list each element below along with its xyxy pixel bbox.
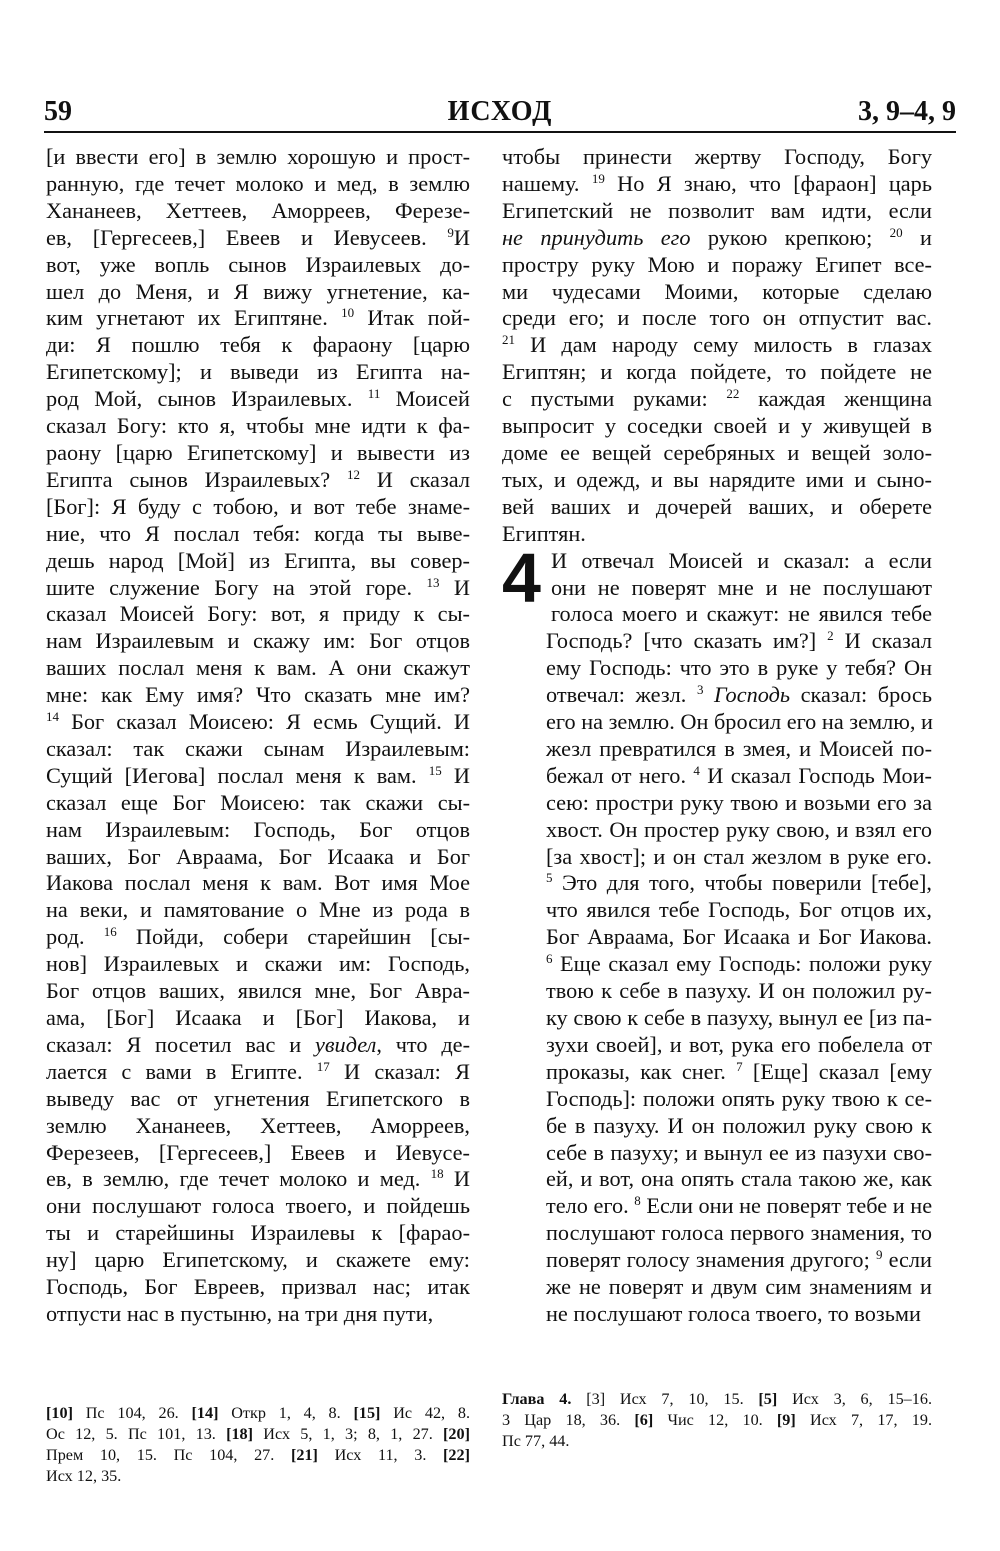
text-line: с пустыми руками: $^{22}$ каждая женщина — [502, 386, 933, 412]
text-line: простру руку Мою и поражу Египет все- — [502, 251, 932, 277]
text-line: Иакова послал меня к вам. Вот имя Мое — [46, 870, 470, 896]
text-line: сказал: так скажи сынам Израилевым: — [46, 735, 470, 761]
bold-ref: [18] — [226, 1425, 254, 1443]
text-line: Прем 10, 15. Пс 104, 27. [21] Исх 11, 3. [22] — [46, 1446, 470, 1464]
text-line: ранную, где течет молоко и мед, в землю — [46, 170, 470, 196]
verse-number: 18 — [430, 1166, 444, 1182]
text-line: Господь]: положи опять руку твою к се- — [546, 1085, 932, 1111]
text-line: шите служение Богу на этой горе. $^{13}$ И — [46, 574, 470, 600]
text-line: не принудить его рукою крепкою; $^{20}$ и — [502, 224, 932, 250]
text-line: нам Израилевым: Господь, Бог отцов — [46, 816, 470, 842]
text-line: тых, и одежд, и вы нарядите ими и сыно- — [502, 466, 932, 492]
text-line: ев, [Гергесеев,] Евеев и Иевусеев. $^9$И — [46, 224, 470, 250]
text-line: зухи своей], и вот, рука его побелела от — [546, 1031, 932, 1057]
bold-ref: [15] — [353, 1404, 381, 1422]
verse-number: 5 — [546, 870, 553, 886]
text-line: Пс 77, 44. — [502, 1432, 570, 1450]
verse-number: 9 — [875, 1247, 883, 1263]
chapter-number: 4 — [502, 538, 541, 617]
verse-number: 10 — [341, 305, 355, 321]
chapter-4-block — [502, 538, 933, 1328]
text-line: ей, и вот, она опять стала такою же, как — [546, 1166, 932, 1192]
text-line: Египтян. — [502, 520, 586, 546]
text-line: нов] Израилевых и скажи им: Господь, — [46, 951, 470, 977]
text-line: отвечал: жезл. $^3$ Господь сказал: брось — [546, 682, 932, 708]
text-line: Египетскому]; и выведи из Египта на- — [46, 359, 470, 385]
text-line: Бог Авраама, Бог Исаака и Бог Иакова. — [546, 924, 932, 950]
text-line: ему Господь: что это в руке у тебя? Он — [546, 655, 932, 681]
bold-ref: [21] — [290, 1446, 318, 1464]
text-line: поверят голосу знамения другого; $^9$ если — [546, 1247, 932, 1273]
text-line: тело его. $^8$ Если они не поверят тебе и не — [546, 1193, 933, 1219]
bold-ref: [5] — [758, 1390, 778, 1408]
text-line: сказал Моисей Богу: вот, я приду к сы- — [46, 601, 470, 627]
text-line: его на землю. Он бросил его на землю, и — [546, 709, 933, 735]
text-line: ты и старейшины Израилевы к [фарао- — [46, 1220, 470, 1246]
text-line: сказал еще Бог Моисею: так скажи сы- — [46, 789, 470, 815]
verse-number: 9 — [447, 224, 454, 240]
bold-ref: [22] — [443, 1446, 470, 1464]
text-line: отпусти нас в пустыню, на три дня пути, — [46, 1300, 434, 1326]
text-line: [Бог]: Я буду с тобою, и вот тебе знаме- — [46, 493, 470, 519]
text-line: они не поверят мне и не послушают — [550, 574, 932, 600]
bold-ref: [20] — [443, 1425, 470, 1443]
text-line: ми чудесами Моими, которые сделаю — [502, 278, 932, 304]
verse-number: 21 — [502, 332, 515, 348]
chapter-4-text — [502, 538, 933, 1328]
text-line: вей ваших и дочерей ваших, и оберете — [502, 493, 932, 519]
italic-text: не принудить его — [502, 224, 691, 250]
text-line: ди: Я пошлю тебя к фараону [царю — [46, 332, 470, 358]
text-line: не послушают голоса твоего, то возьми — [546, 1300, 921, 1326]
text-line: ваших послал меня к вам. А они скажут — [46, 655, 470, 681]
text-line: Египетский не позволит вам идти, если — [502, 197, 932, 223]
text-line: 3 Цар 18, 36. [6] Чис 12, 10. [9] Исх 7, 17, 19. — [502, 1411, 932, 1429]
text-line: Хананеев, Хеттеев, Аморреев, Ферезе- — [46, 197, 470, 223]
text-line: проказы, как снег. $^7$ [Еще] сказал [ему — [546, 1058, 932, 1084]
text-line: Египтян; и когда пойдете, то пойдете не — [502, 359, 932, 385]
bold-ref: Глава 4. — [502, 1390, 572, 1408]
text-line: Ос 12, 5. Пс 101, 13. [18] Исх 5, 1, 3; 8, 1, 27. [20] — [46, 1425, 470, 1443]
text-line: бе в пазуху. И он положил руку свою к — [546, 1112, 932, 1138]
text-line: вот, уже вопль сынов Израилевых до- — [46, 251, 470, 277]
text-line: они послушают голоса твоего, и пойдешь — [46, 1193, 470, 1219]
text-line: Бог отцов ваших, явился мне, Бог Авра- — [46, 978, 470, 1004]
chapter-verse-range: 3, 9–4, 9 — [858, 96, 956, 127]
text-line: твою к себе в пазуху. И он положил ру- — [546, 978, 932, 1004]
verse-number: 7 — [736, 1058, 743, 1074]
running-header — [44, 92, 956, 132]
text-line: мне: как Ему имя? Что сказать мне им? — [46, 682, 470, 708]
footnotes-left — [46, 1403, 470, 1487]
chapter-3-ending — [502, 144, 932, 548]
verse-number: 19 — [591, 170, 605, 186]
text-line: Господь, Бог Евреев, призвал нас; итак — [46, 1274, 470, 1300]
text-line: Глава 4. [3] Исх 7, 10, 15. [5] Исх 3, 6, 15–16. — [502, 1390, 932, 1408]
text-line: хвост. Он простер руку свою, и взял его — [546, 816, 932, 842]
italic-text: увидел — [314, 1031, 377, 1057]
text-line: дешь народ [Мой] из Египта, вы совер- — [46, 547, 470, 573]
text-line: доме ее вещей серебряных и вещей золо- — [502, 439, 932, 465]
text-line: нам Израилевым и скажу им: Бог отцов — [46, 628, 470, 654]
verse-number: 8 — [634, 1193, 641, 1209]
text-line: выведу вас от угнетения Египетского в — [46, 1085, 470, 1111]
header-rule — [44, 131, 956, 133]
text-line: голоса моего и скажут: не явился тебе — [550, 601, 932, 627]
text-line: ев, в землю, где течет молоко и мед. $^{18}$ И — [46, 1166, 470, 1192]
verse-number: 4 — [693, 762, 700, 778]
footnotes-right — [502, 1389, 932, 1452]
text-line: же не поверят и двум сим знамениям и — [546, 1274, 932, 1300]
text-line: $^{14}$ Бог сказал Моисею: Я есмь Сущий. И — [46, 709, 470, 735]
text-line: что явился тебе Господь, Бог отцов их, — [546, 897, 932, 923]
text-line: на веки, и памятование о Мне из рода в — [46, 897, 470, 923]
text-line: Сущий [Иегова] послал меня к вам. $^{15}$ И — [46, 762, 470, 788]
text-line: шел до Меня, и Я вижу угнетение, ка- — [46, 278, 470, 304]
text-line: сею: простри руку твою и возьми его за — [546, 789, 932, 815]
text-line: $^6$ Еще сказал ему Господь: положи руку — [546, 951, 932, 977]
text-line: И отвечал Моисей и сказал: а если — [550, 547, 932, 573]
book-title: ИСХОД — [447, 96, 553, 127]
text-line: $^5$ Это для того, чтобы поверили [тебе], — [546, 870, 932, 896]
verse-number: 3 — [696, 682, 704, 698]
text-line: род Мой, сынов Израилевых. $^{11}$ Моисей — [46, 386, 470, 412]
verse-number: 20 — [889, 224, 903, 240]
text-line: ваших, Бог Авраама, Бог Исаака и Бог — [46, 843, 470, 869]
text-line: нашему. $^{19}$ Но Я знаю, что [фараон] царь — [502, 170, 932, 196]
text-line: землю Хананеев, Хеттеев, Аморреев, — [46, 1112, 470, 1138]
text-line: Ферезеев, [Гергесеев,] Евеев и Иевусе- — [46, 1139, 470, 1165]
text-line: выпросит у соседки своей и у живущей в — [502, 413, 932, 439]
text-line: ким угнетают их Египтяне. $^{10}$ Итак пой- — [46, 305, 471, 331]
text-line: ну] царю Египетскому, и скажете ему: — [46, 1247, 470, 1273]
text-line: ку свою к себе в пазуху, вынул ее [из па- — [546, 1005, 932, 1030]
bold-ref: [6] — [634, 1411, 654, 1429]
text-line: [10] Пс 104, 26. [14] Откр 1, 4, 8. [15] Ис 42, 8. — [46, 1404, 470, 1422]
text-line: раону [царю Египетскому] и вывести из — [46, 439, 470, 465]
text-line: жезл превратился в змея, и Моисей по- — [546, 735, 932, 761]
verse-number: 13 — [426, 574, 440, 590]
verse-number: 6 — [546, 951, 553, 967]
text-line: сказал: Я посетил вас и увидел, что де- — [46, 1031, 471, 1057]
text-line: бежал от него. $^4$ И сказал Господь Мои- — [546, 762, 932, 788]
text-line: ама, [Бог] Исаака и [Бог] Иакова, и — [46, 1005, 470, 1030]
text-line: [за хвост]; и он стал жезлом в руке его. — [546, 843, 932, 869]
verse-number: 12 — [346, 466, 360, 482]
text-line: лается с вами в Египте. $^{17}$ И сказал: Я — [46, 1058, 470, 1084]
italic-text: Господь — [714, 682, 791, 708]
text-line: $^{21}$ И дам народу сему милость в глазах — [502, 332, 932, 358]
left-column — [46, 144, 470, 1328]
bold-ref: [10] — [46, 1404, 73, 1422]
text-line: [и ввести его] в землю хорошую и прост- — [46, 144, 470, 169]
verse-number: 16 — [103, 924, 117, 940]
verse-number: 15 — [428, 762, 442, 778]
verse-number: 11 — [367, 386, 381, 402]
text-line: род. $^{16}$ Пойди, собери старейшин [сы- — [46, 924, 470, 950]
text-line: среди его; и после того он отпустит вас. — [502, 305, 932, 331]
bold-ref: [14] — [191, 1404, 219, 1422]
bold-ref: [9] — [776, 1411, 796, 1429]
text-line: Исх 12, 35. — [46, 1467, 122, 1485]
text-line: сказал Богу: кто я, чтобы мне идти к фа- — [46, 413, 470, 439]
verse-number: 22 — [726, 386, 740, 402]
text-line: послушают голоса первого знамения, то — [546, 1220, 932, 1246]
text-line: себе в пазуху; и вынул ее из пазухи сво- — [546, 1139, 932, 1165]
text-line: ние, что Я послал тебя: когда ты выве- — [46, 520, 470, 546]
text-line: Господь? [что сказать им?] $^2$ И сказал — [546, 628, 932, 654]
verse-number: 14 — [46, 709, 59, 725]
text-line: чтобы принести жертву Господу, Богу — [502, 144, 932, 169]
verse-number: 2 — [827, 628, 834, 644]
right-column — [502, 144, 932, 1328]
text-line: Египта сынов Израилевых? $^{12}$ И сказал — [46, 466, 470, 492]
page-number: 59 — [44, 96, 72, 127]
verse-number: 17 — [316, 1058, 330, 1074]
